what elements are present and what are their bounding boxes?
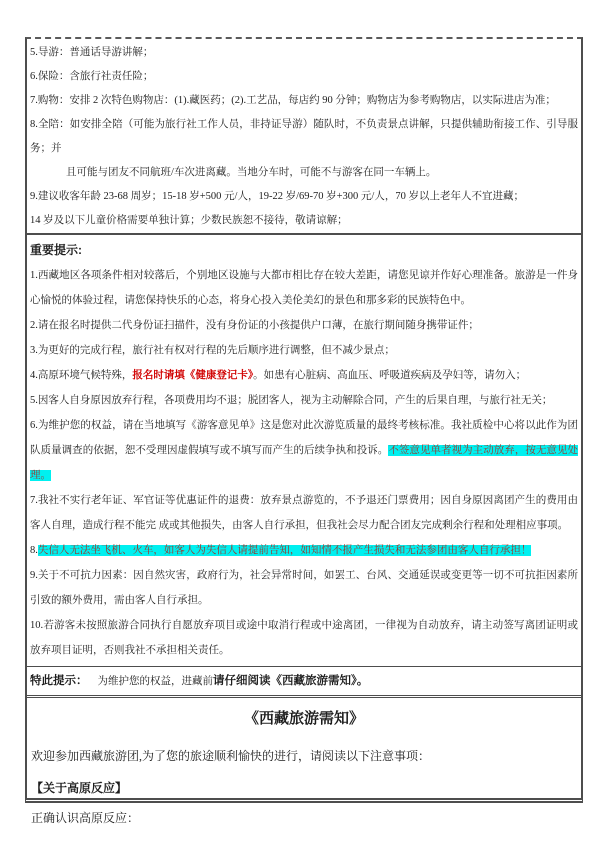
altitude-reaction-heading: 【关于高原反应】 [31, 781, 128, 795]
item-8-number: 8. [30, 545, 38, 556]
item-4-text-end: 。如患有心脏病、高血压、呼吸道疾病及孕妇等，请勿入； [253, 370, 527, 381]
term-item-9: 9.建议收客年龄 23-68 周岁；15-18 岁+500 元/人，19-22 岁/69-70 岁+300 元/人，70 岁以上老年人不宜进藏； [30, 191, 524, 202]
important-item-8 [30, 538, 578, 563]
important-notice-section [27, 233, 581, 666]
term-item-8: 8.全陪：如安排全陪（可能为旅行社工作人员，非持证导游）随队时，不负责景点讲解，只提供辅助衔接工作、引导服务；并 [30, 119, 578, 154]
term-item-6: 6.保险：含旅行社责任险； [30, 71, 154, 82]
tibet-travel-notice-section [27, 695, 581, 830]
important-notice-header: 重要提示: [30, 243, 82, 257]
special-note-label: 特此提示： [30, 675, 88, 687]
item-4-text: 4.高原环境气候特殊， [30, 370, 133, 381]
important-item-6 [30, 413, 578, 488]
item-4-health-card-red-text: 报名时请填《健康登记卡》 [132, 370, 254, 381]
special-note-bold-text: 请仔细阅读《西藏旅游需知》。 [213, 675, 369, 687]
terms-section [27, 39, 581, 233]
important-item-1: 1.西藏地区各项条件相对较落后，个别地区设施与大都市相比存在较大差距，请您见谅并作好心理准备。旅游是一件身心愉悦的体验过程，请您保持快乐的心态，将身心投入美伦美幻的景色和那多彩的民族特色中。 [30, 270, 578, 306]
term-item-5: 5.导游：普通话导游讲解； [30, 47, 154, 58]
notice-title: 《西藏旅游需知》 [243, 710, 364, 727]
important-item-4 [30, 363, 578, 388]
important-item-2: 2.请在报名时提供二代身份证扫描件，没有身份证的小孩提供户口薄，在旅行期间随身携带证件； [30, 320, 479, 331]
term-item-8-continuation: 且可能与团友不同航班/车次进离藏。当地分车时，可能不与游客在同一车辆上。 [66, 167, 437, 178]
special-note-text: 为维护您的权益，进藏前 [97, 676, 213, 687]
item-6-highlighted-text: 不签意见单者视为主动放弃，按无意见处理。 [30, 445, 579, 481]
altitude-reaction-line: 正确认识高原反应： [31, 811, 140, 825]
item-6-text: 6.为维护您的权益，请在当地填写《游客意见单》这是您对此次游览质量的最终考核标准。我社质检中心将以此作为团队质量调查的依据，恕不受理因虚假填写或不填写而产生的后续争执和投诉。 [30, 420, 578, 456]
notice-welcome-line: 欢迎参加西藏旅游团,为了您的旅途顺利愉快的进行，请阅读以下注意事项： [31, 749, 431, 763]
special-note [30, 669, 578, 694]
important-item-10: 10.若游客未按照旅游合同执行自愿放弃项目或途中取消行程或中途离团，一律视为自动放弃，请主动签写离团证明或放弃项目证明，否则我社不承担相关责任。 [30, 620, 578, 656]
special-note-row [27, 666, 581, 695]
item-8-highlighted-text: 失信人无法坐飞机、火车，如客人为失信人请提前告知，如知情不报产生损失和无法参团由客人自行承担！ [37, 545, 532, 556]
important-item-9: 9.关于不可抗力因素：因自然灾害，政府行为，社会异常时间，如罢工、台风、交通延误或变更等一切不可抗拒因素所引致的额外费用，需由客人自行承担。 [30, 570, 578, 606]
term-item-9-continuation: 14 岁及以下儿童价格需要单独计算；少数民族恕不接待，敬请谅解； [30, 215, 348, 226]
important-item-5: 5.因客人自身原因放弃行程，各项费用均不退；脱团客人，视为主动解除合同，产生的后果自理，与旅行社无关； [30, 395, 553, 406]
important-item-3: 3.为更好的完成行程，旅行社有权对行程的先后顺序进行调整，但不减少景点； [30, 345, 395, 356]
document-content-box [25, 37, 583, 825]
term-item-7: 7.购物：安排 2 次特色购物店：(1).藏医药；(2).工艺品，每店约 90 分钟；购物店为参考购物店，以实际进店为准； [30, 95, 556, 106]
important-item-7: 7.我社不实行老年证、军官证等优惠证件的退费：放弃景点游览的，不予退还门票费用；因自身原因离团产生的费用由客人自理，造成行程不能完 成或其他损失，由客人自行承担，但我社会尽力配合团友完成剩余行程和处理相应事项。 [30, 495, 578, 531]
